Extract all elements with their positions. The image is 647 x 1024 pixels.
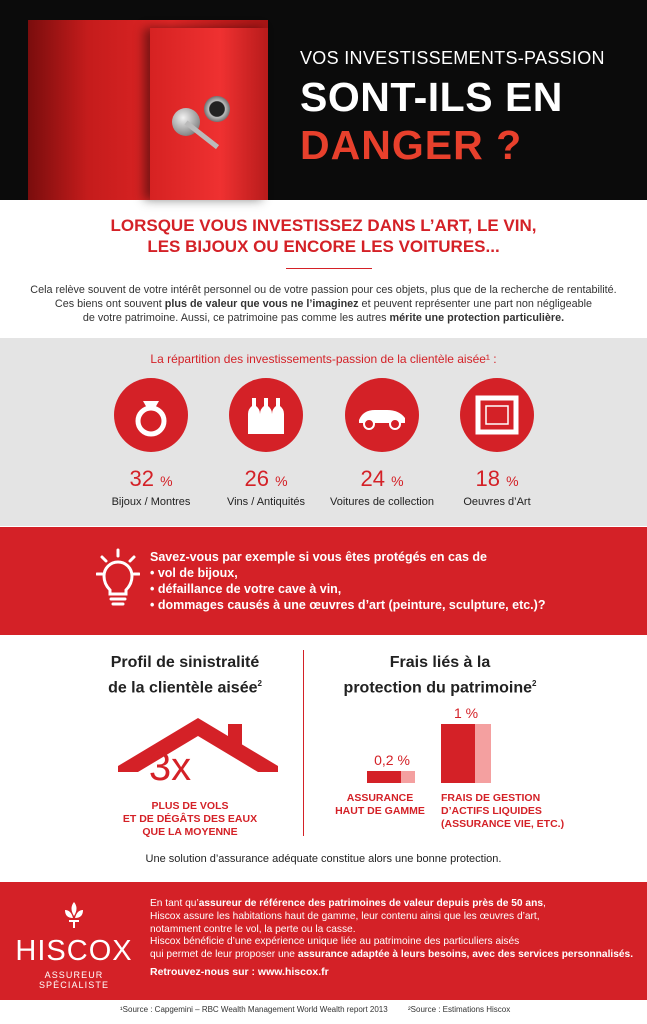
source-note: ¹Source : Capgemini – RBC Wealth Management World Wealth report 2013: [120, 1005, 388, 1014]
stat-voitures: [322, 378, 442, 508]
question-text: [150, 549, 630, 613]
intro-line: Ces biens ont souvent plus de valeur que vous ne l’imaginez et peuvent représenter une part non négligeable: [54, 298, 593, 310]
intro-line: Cela relève souvent de votre intérêt personnel ou de votre passion pour ces objets, plus que de la recherche de rentabilité.: [30, 284, 617, 296]
stat-percent: 26 %: [244, 466, 288, 491]
hero-title: SONT-ILS EN: [300, 74, 563, 120]
question-intro: Savez-vous par exemple si vous êtes protégés en cas de: [150, 550, 487, 564]
hero-subtitle: VOS INVESTISSEMENTS-PASSION: [300, 48, 605, 68]
stat-bijoux: [91, 378, 211, 508]
ring-icon: [114, 378, 188, 452]
website-link[interactable]: Retrouvez-nous sur : www.hiscox.fr: [150, 966, 329, 978]
hiscox-logo: [10, 900, 138, 990]
stat-label: Voitures de collection: [330, 496, 434, 508]
intro-heading-line: LES BIJOUX OU ENCORE LES VOITURES...: [147, 237, 500, 256]
intro-heading: [0, 215, 647, 257]
bar-gestion: [441, 724, 475, 783]
question-bullet: • défaillance de votre cave à vin,: [150, 582, 342, 596]
bar-value: 1 %: [453, 705, 479, 721]
frame-icon: [460, 378, 534, 452]
bar-caption: FRAIS DE GESTION D’ACTIFS LIQUIDES (ASSURANCE VIE, ETC.): [441, 792, 565, 830]
stat-percent: 32 %: [129, 466, 173, 491]
divider: [286, 268, 372, 269]
question-bullet: • dommages causés à une œuvres d’art (peinture, sculpture, etc.)?: [150, 598, 546, 612]
solution-text: Une solution d’assurance adéquate constitue alors une bonne protection.: [145, 853, 502, 865]
profil-multiplier: 3x: [148, 745, 192, 789]
bar-assurance-shade: [401, 771, 415, 783]
stats-title: La répartition des investissements-passion de la clientèle aisée¹ :: [150, 352, 497, 366]
intro-heading-line: LORSQUE VOUS INVESTISSEZ DANS L’ART, LE VIN,: [110, 216, 537, 235]
stat-oeuvres: [437, 378, 557, 508]
stat-percent: 24 %: [360, 466, 404, 491]
hero-title-highlight: DANGER ?: [300, 122, 523, 168]
lightbulb-icon: [96, 548, 140, 610]
bar-value: 0,2 %: [374, 752, 410, 768]
bar-gestion-shade: [475, 724, 491, 783]
question-bullet: • vol de bijoux,: [150, 566, 238, 580]
stat-label: Bijoux / Montres: [111, 496, 191, 508]
bar-caption: ASSURANCE HAUT DE GAMME: [335, 792, 425, 817]
source-note: ²Source : Estimations Hiscox: [408, 1005, 511, 1014]
car-icon: [345, 378, 419, 452]
intro-line: de votre patrimoine. Aussi, ce patrimoine pas comme les autres mérite une protection particulière.: [82, 312, 565, 324]
stat-percent: 18 %: [475, 466, 519, 491]
column-divider: [303, 650, 304, 836]
wine-bottles-icon: [229, 378, 303, 452]
bar-assurance: [367, 771, 401, 783]
stat-label: Oeuvres d’Art: [463, 496, 531, 508]
stat-vins: [206, 378, 326, 508]
safe-dial-icon: [204, 96, 230, 122]
intro-paragraph: [20, 283, 627, 325]
fleur-de-lis-icon: [10, 900, 138, 935]
hiscox-description: En tant qu’assureur de référence des patrimoines de valeur depuis près de 50 ans, Hiscox assure les habitations haut de gamme, leur contenu ainsi que les œuvres d’art, notamment contre le vol, la perte ou la casse. Hiscox bénéficie d’une expérience unique liée au patrimoine des particuliers aisés qui permet de leur proposer une assurance adaptée à leurs besoins, avec des services personnalisés.: [150, 898, 634, 961]
logo-name: HISCOX: [15, 935, 133, 967]
profil-heading: Profil de sinistralité de la clientèle aisée$^2$: [108, 654, 262, 697]
logo-tagline: ASSUREUR SPÉCIALISTE: [38, 970, 110, 990]
frais-heading: Frais liés à la protection du patrimoine$^2$: [343, 654, 537, 697]
stat-label: Vins / Antiquités: [226, 496, 306, 508]
profil-caption: PLUS DE VOLS ET DE DÉGÂTS DES EAUX QUE LA MOYENNE: [122, 800, 258, 838]
